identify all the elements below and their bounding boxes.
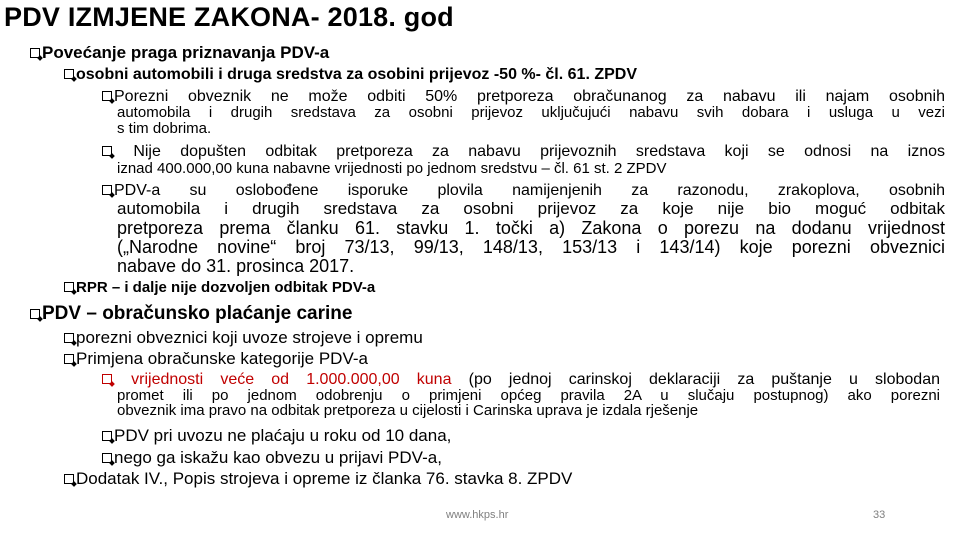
list-item: nego ga iskažu kao obvezu u prijavi PDV-a, <box>102 448 442 468</box>
section1-heading: Povećanje praga priznavanja PDV-a <box>30 43 329 63</box>
bullet-icon <box>64 333 74 343</box>
page-number: 33 <box>873 509 886 521</box>
list-item: Dodatak IV., Popis strojeva i opreme iz članka 76. stavka 8. ZPDV <box>64 469 572 489</box>
bullet-icon <box>30 48 40 58</box>
list-item: porezni obveznici koji uvoze strojeve i opremu <box>64 328 423 348</box>
bullet-icon <box>102 374 112 384</box>
bullet-icon <box>64 282 74 292</box>
bullet-icon <box>102 185 112 195</box>
slide-title: PDV IZMJENE ZAKONA- 2018. god <box>4 2 454 32</box>
bullet-icon <box>64 354 74 364</box>
bullet-icon <box>64 69 74 79</box>
section2-heading: PDV – obračunsko plaćanje carine <box>30 303 352 325</box>
bullet-icon <box>102 146 112 156</box>
list-item: PDV pri uvozu ne plaćaju u roku od 10 dana, <box>102 426 451 446</box>
bullet-icon <box>102 431 112 441</box>
bullet-icon <box>64 474 74 484</box>
highlight-amount: vrijednosti veće od 1.000.000,00 kuna <box>114 371 452 388</box>
footer-url: www.hkps.hr <box>446 509 509 521</box>
list-item: Primjena obračunske kategorije PDV-a <box>64 349 368 369</box>
bullet-icon <box>102 453 112 463</box>
section1-sub: osobni automobili i druga sredstva za osobini prijevoz -50 %- čl. 61. ZPDV <box>64 66 637 84</box>
bullet-icon <box>102 91 112 101</box>
bullet-icon <box>30 309 40 319</box>
rpr-item: RPR – i dalje nije dozvoljen odbitak PDV-a <box>64 279 375 296</box>
